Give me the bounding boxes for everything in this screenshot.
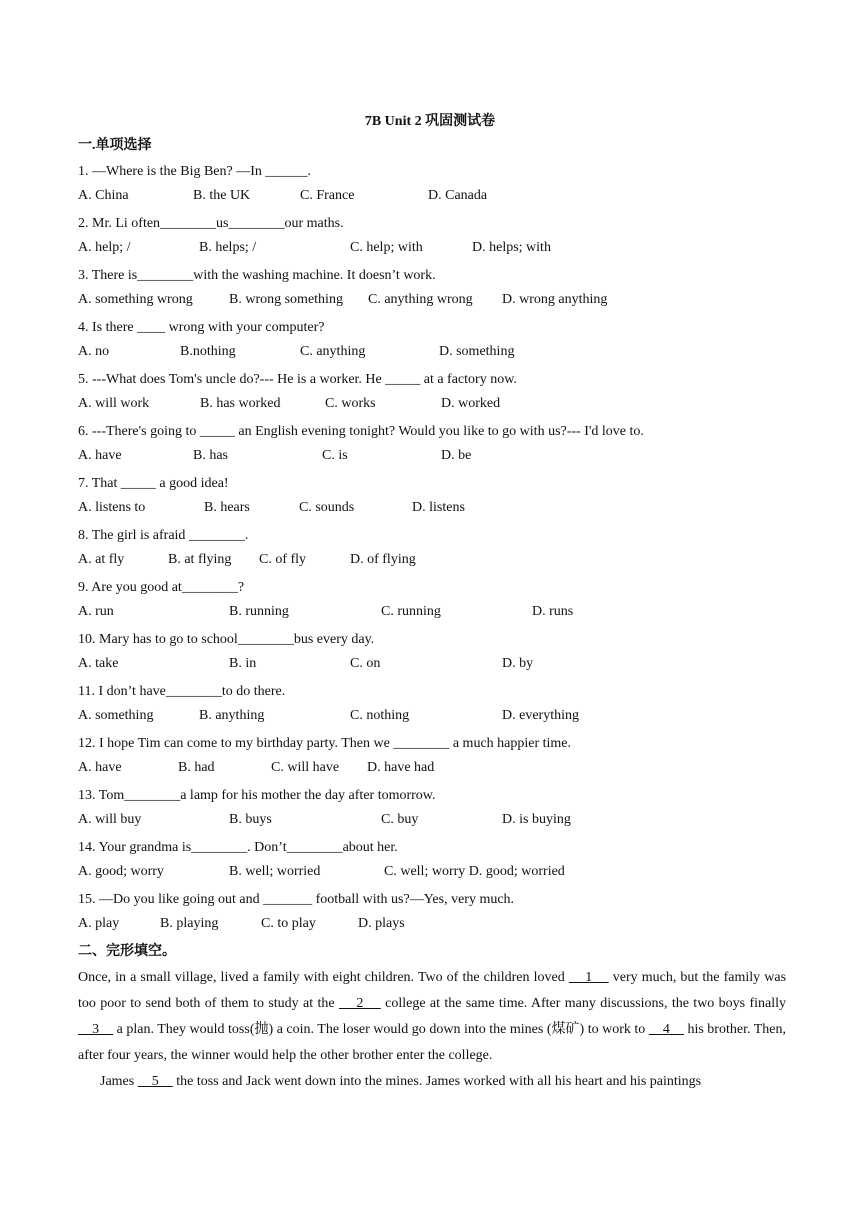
question-14-option-a[interactable]: A. good; worry bbox=[78, 864, 164, 879]
question-6-option-a[interactable]: A. have bbox=[78, 448, 122, 463]
passage-text: James bbox=[100, 1074, 138, 1089]
question-12: 12. I hope Tim can come to my birthday party. Then we ________ a much happier time. bbox=[78, 736, 572, 751]
question-11-option-a[interactable]: A. something bbox=[78, 708, 154, 723]
question-11-option-c[interactable]: C. nothing bbox=[350, 708, 410, 723]
question-12-option-a[interactable]: A. have bbox=[78, 760, 122, 775]
question-10-option-c[interactable]: C. on bbox=[350, 656, 381, 671]
question-2: 2. Mr. Li often________us________our maths. bbox=[78, 216, 344, 231]
passage-text: college at the same time. After many discussions, the two boys finally bbox=[380, 996, 787, 1011]
question-4: 4. Is there ____ wrong with your computer? bbox=[78, 320, 325, 335]
cloze-blank-5[interactable]: 5 bbox=[151, 1074, 159, 1089]
question-2-option-c[interactable]: C. help; with bbox=[350, 240, 423, 255]
page-title: 7B Unit 2 巩固测试卷 bbox=[364, 114, 496, 129]
question-15-option-b[interactable]: B. playing bbox=[160, 916, 219, 931]
question-3-option-c[interactable]: C. anything wrong bbox=[368, 292, 473, 307]
question-11-option-b[interactable]: B. anything bbox=[199, 708, 265, 723]
question-4-option-b[interactable]: B.nothing bbox=[180, 344, 236, 359]
passage-text: Once, in a small village, lived a family with eight children. Two of the children loved bbox=[78, 970, 569, 985]
question-4-option-a[interactable]: A. no bbox=[78, 344, 110, 359]
question-10: 10. Mary has to go to school________bus every day. bbox=[78, 632, 375, 647]
question-13-option-c[interactable]: C. buy bbox=[381, 812, 419, 827]
question-9-option-d[interactable]: D. runs bbox=[532, 604, 574, 619]
question-15: 15. —Do you like going out and _______ football with us?—Yes, very much. bbox=[78, 892, 515, 907]
question-14: 14. Your grandma is________. Don’t________about her. bbox=[78, 840, 398, 855]
cloze-paragraph-2 bbox=[78, 1069, 786, 1095]
question-11: 11. I don’t have________to do there. bbox=[78, 684, 286, 699]
passage-text: a plan. They would toss(抛) a coin. The loser would go down into the mines (煤矿) to work to bbox=[113, 1022, 649, 1037]
question-4-option-d[interactable]: D. something bbox=[439, 344, 515, 359]
question-8-option-d[interactable]: D. of flying bbox=[350, 552, 416, 567]
section-heading-cloze: 二、完形填空。 bbox=[78, 944, 176, 959]
question-6-option-d[interactable]: D. be bbox=[441, 448, 472, 463]
question-9: 9. Are you good at________? bbox=[78, 580, 245, 595]
question-1-option-d[interactable]: D. Canada bbox=[428, 188, 488, 203]
passage-text: the toss and Jack went down into the mines. James worked with all his heart and his paintings bbox=[172, 1074, 702, 1089]
question-3: 3. There is________with the washing machine. It doesn’t work. bbox=[78, 268, 436, 283]
question-2-option-d[interactable]: D. helps; with bbox=[472, 240, 551, 255]
question-7-option-b[interactable]: B. hears bbox=[204, 500, 250, 515]
question-3-option-d[interactable]: D. wrong anything bbox=[502, 292, 608, 307]
question-5: 5. ---What does Tom's uncle do?--- He is a worker. He _____ at a factory now. bbox=[78, 372, 517, 387]
question-7-option-d[interactable]: D. listens bbox=[412, 500, 465, 515]
question-8-option-a[interactable]: A. at fly bbox=[78, 552, 125, 567]
question-12-option-c[interactable]: C. will have bbox=[271, 760, 340, 775]
question-5-option-a[interactable]: A. will work bbox=[78, 396, 150, 411]
question-8: 8. The girl is afraid ________. bbox=[78, 528, 249, 543]
question-1-option-b[interactable]: B. the UK bbox=[193, 188, 251, 203]
question-3-option-a[interactable]: A. something wrong bbox=[78, 292, 193, 307]
question-2-option-b[interactable]: B. helps; / bbox=[199, 240, 257, 255]
question-5-option-c[interactable]: C. works bbox=[325, 396, 376, 411]
question-9-option-c[interactable]: C. running bbox=[381, 604, 441, 619]
question-7-option-a[interactable]: A. listens to bbox=[78, 500, 146, 515]
question-7: 7. That _____ a good idea! bbox=[78, 476, 229, 491]
passage-text: his brother. Then, after four years, the winner would help the other brother enter the college. bbox=[78, 1022, 786, 1063]
question-13-option-a[interactable]: A. will buy bbox=[78, 812, 142, 827]
cloze-paragraph-1 bbox=[78, 965, 786, 1069]
cloze-blank-3[interactable]: 3 bbox=[92, 1022, 100, 1037]
cloze-blank-2[interactable]: 2 bbox=[356, 996, 364, 1011]
question-2-option-a[interactable]: A. help; / bbox=[78, 240, 131, 255]
question-9-option-a[interactable]: A. run bbox=[78, 604, 114, 619]
question-15-option-c[interactable]: C. to play bbox=[261, 916, 316, 931]
section-heading-multiple-choice: 一.单项选择 bbox=[78, 138, 152, 153]
question-14-option-b[interactable]: B. well; worried bbox=[229, 864, 321, 879]
question-6-option-b[interactable]: B. has bbox=[193, 448, 228, 463]
question-1-option-c[interactable]: C. France bbox=[300, 188, 355, 203]
question-8-option-c[interactable]: C. of fly bbox=[259, 552, 307, 567]
question-6: 6. ---There's going to _____ an English evening tonight? Would you like to go with us?--- I'd love to. bbox=[78, 424, 644, 439]
question-13: 13. Tom________a lamp for his mother the day after tomorrow. bbox=[78, 788, 436, 803]
question-1: 1. —Where is the Big Ben? —In ______. bbox=[78, 164, 311, 179]
question-5-option-d[interactable]: D. worked bbox=[441, 396, 501, 411]
question-10-option-a[interactable]: A. take bbox=[78, 656, 119, 671]
question-15-option-a[interactable]: A. play bbox=[78, 916, 120, 931]
question-11-option-d[interactable]: D. everything bbox=[502, 708, 579, 723]
question-12-option-d[interactable]: D. have had bbox=[367, 760, 435, 775]
question-13-option-d[interactable]: D. is buying bbox=[502, 812, 571, 827]
passage-text: very much, but the family was too poor to send both of them to study at the bbox=[78, 970, 787, 1011]
question-10-option-b[interactable]: B. in bbox=[229, 656, 257, 671]
question-15-option-d[interactable]: D. plays bbox=[358, 916, 405, 931]
question-4-option-c[interactable]: C. anything bbox=[300, 344, 366, 359]
question-5-option-b[interactable]: B. has worked bbox=[200, 396, 281, 411]
question-3-option-b[interactable]: B. wrong something bbox=[229, 292, 343, 307]
question-1-option-a[interactable]: A. China bbox=[78, 188, 129, 203]
question-14-option-c[interactable]: C. well; worry D. good; worried bbox=[384, 864, 565, 879]
question-8-option-b[interactable]: B. at flying bbox=[168, 552, 232, 567]
question-10-option-d[interactable]: D. by bbox=[502, 656, 534, 671]
question-9-option-b[interactable]: B. running bbox=[229, 604, 289, 619]
question-12-option-b[interactable]: B. had bbox=[178, 760, 215, 775]
question-7-option-c[interactable]: C. sounds bbox=[299, 500, 355, 515]
question-6-option-c[interactable]: C. is bbox=[322, 448, 348, 463]
cloze-blank-1[interactable]: 1 bbox=[585, 970, 593, 985]
cloze-blank-4[interactable]: 4 bbox=[662, 1022, 670, 1037]
question-13-option-b[interactable]: B. buys bbox=[229, 812, 272, 827]
